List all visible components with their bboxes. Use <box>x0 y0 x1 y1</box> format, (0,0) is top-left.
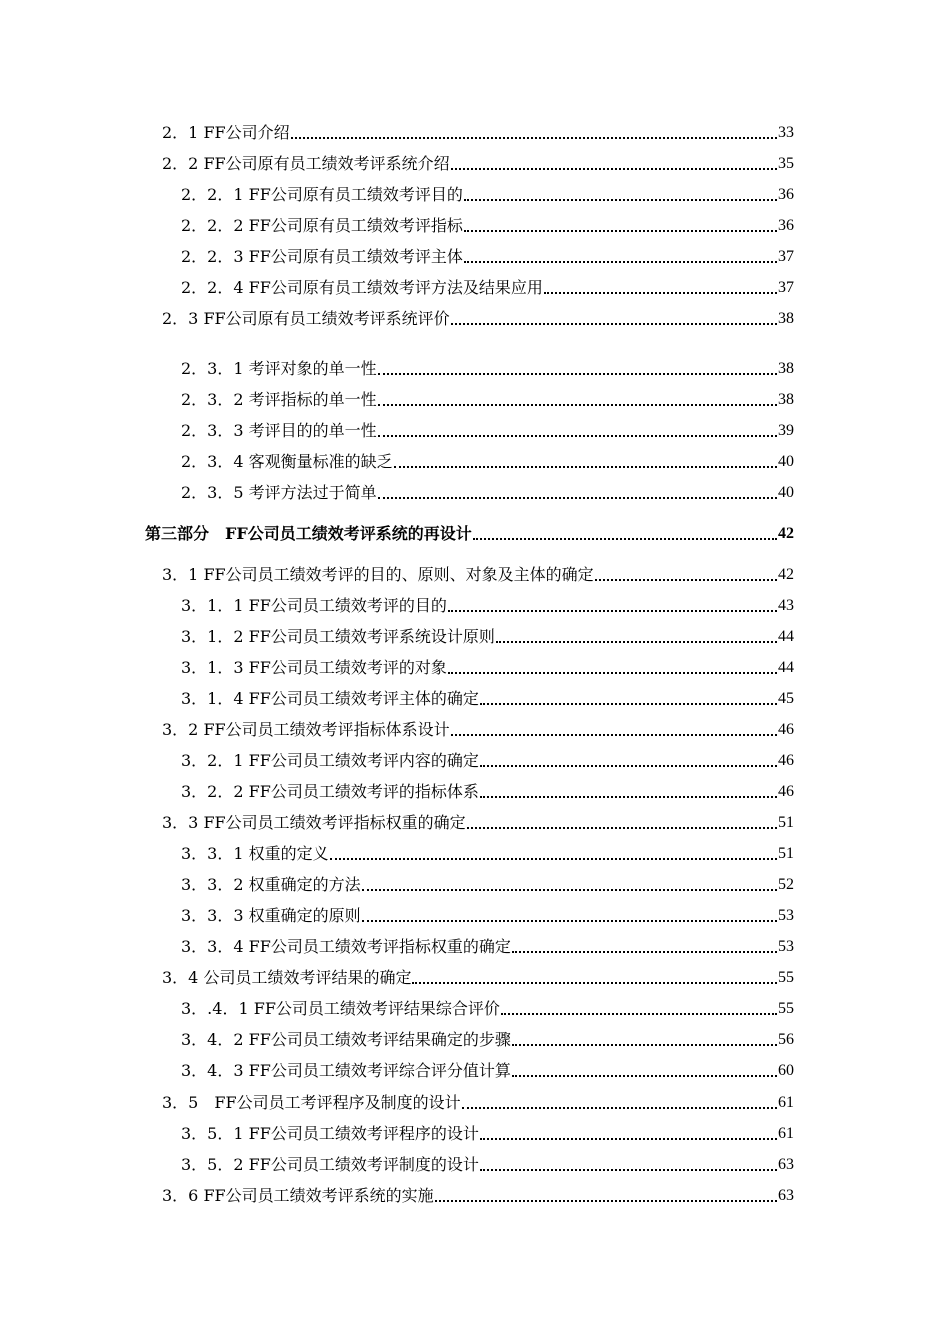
toc-entry-page: 53 <box>778 907 794 924</box>
toc-entry-page: 60 <box>778 1062 794 1079</box>
toc-entry-label: 3．4．2 FF公司员工绩效考评结果确定的步骤 <box>181 1030 511 1049</box>
dot-leader <box>462 1106 777 1109</box>
toc-entry[interactable] <box>162 122 794 144</box>
dot-leader <box>480 702 777 705</box>
dot-leader <box>473 537 777 540</box>
toc-entry[interactable] <box>181 1060 794 1082</box>
toc-entry-page: 33 <box>778 124 794 141</box>
dot-leader <box>595 578 777 581</box>
dot-leader <box>451 322 777 325</box>
toc-entry[interactable] <box>162 153 794 175</box>
toc-entry-page: 46 <box>778 721 794 738</box>
toc-entry-label: 2．3．5 考评方法过于简单 <box>181 483 377 502</box>
toc-entry-page: 39 <box>778 422 794 439</box>
toc-entry-label: 2．3．4 客观衡量标准的缺乏 <box>181 452 393 471</box>
dot-leader <box>394 465 777 468</box>
toc-entry[interactable] <box>162 967 794 989</box>
dot-leader <box>464 229 777 232</box>
toc-entry-label: 3．3．2 权重确定的方法 <box>181 875 361 894</box>
toc-entry-page: 55 <box>778 969 794 986</box>
toc-entry[interactable] <box>181 936 794 958</box>
dot-leader <box>464 198 777 201</box>
toc-entry-label: 3．1．4 FF公司员工绩效考评主体的确定 <box>181 689 479 708</box>
toc-entry[interactable] <box>181 626 794 648</box>
dot-leader <box>362 888 777 891</box>
toc-entry-page: 52 <box>778 876 794 893</box>
dot-leader <box>467 826 777 829</box>
toc-entry[interactable] <box>181 998 794 1020</box>
dot-leader <box>378 434 777 437</box>
dot-leader <box>512 1043 777 1046</box>
toc-entry[interactable] <box>181 215 794 237</box>
dot-leader <box>362 919 777 922</box>
toc-entry-label: 3．3．4 FF公司员工绩效考评指标权重的确定 <box>181 937 511 956</box>
toc-entry-page: 63 <box>778 1187 794 1204</box>
dot-leader <box>448 609 777 612</box>
toc-entry-label: 2．2．4 FF公司原有员工绩效考评方法及结果应用 <box>181 278 543 297</box>
toc-entry-page: 43 <box>778 597 794 614</box>
dot-leader <box>480 1137 777 1140</box>
dot-leader <box>496 640 777 643</box>
toc-entry-page: 44 <box>778 628 794 645</box>
toc-entry-label: 3．4．3 FF公司员工绩效考评综合评分值计算 <box>181 1061 511 1080</box>
toc-entry-page: 53 <box>778 938 794 955</box>
toc-entry-page: 40 <box>778 453 794 470</box>
toc-part-heading[interactable] <box>145 523 794 545</box>
toc-entry-label: 3．5．2 FF公司员工绩效考评制度的设计 <box>181 1155 479 1174</box>
toc-entry[interactable] <box>181 358 794 380</box>
toc-entry-label: 3．1．1 FF公司员工绩效考评的目的 <box>181 596 447 615</box>
dot-leader <box>291 136 777 139</box>
toc-entry-page: 55 <box>778 1000 794 1017</box>
toc-entry[interactable] <box>181 451 794 473</box>
toc-entry-page: 46 <box>778 752 794 769</box>
dot-leader <box>412 981 777 984</box>
toc-entry-label: 3．5．1 FF公司员工绩效考评程序的设计 <box>181 1124 479 1143</box>
toc-entry-page: 63 <box>778 1156 794 1173</box>
toc-entry-label: 3．3．3 权重确定的原则 <box>181 906 361 925</box>
toc-entry-label: 3．1．2 FF公司员工绩效考评系统设计原则 <box>181 627 495 646</box>
toc-entry[interactable] <box>162 1092 794 1114</box>
toc-entry-label: 3．5 FF公司员工考评程序及制度的设计 <box>162 1093 461 1112</box>
toc-entry-page: 38 <box>778 391 794 408</box>
dot-leader <box>378 403 777 406</box>
toc-entry-label: 2．2．3 FF公司原有员工绩效考评主体 <box>181 247 463 266</box>
toc-entry[interactable] <box>162 1185 794 1207</box>
toc-entry[interactable] <box>181 657 794 679</box>
dot-leader <box>464 260 777 263</box>
toc-entry[interactable] <box>181 389 794 411</box>
toc-entry-label: 3．3 FF公司员工绩效考评指标权重的确定 <box>162 813 466 832</box>
toc-entry-page: 46 <box>778 783 794 800</box>
dot-leader <box>448 671 777 674</box>
dot-leader <box>480 795 777 798</box>
toc-entry[interactable] <box>181 1154 794 1176</box>
toc-entry-label: 3．2．1 FF公司员工绩效考评内容的确定 <box>181 751 479 770</box>
toc-entry-page: 61 <box>778 1094 794 1111</box>
toc-entry-label: 3．6 FF公司员工绩效考评系统的实施 <box>162 1186 434 1205</box>
toc-entry-page: 44 <box>778 659 794 676</box>
toc-entry[interactable] <box>181 843 794 865</box>
toc-entry-label: 2．3．3 考评目的的单一性 <box>181 421 377 440</box>
toc-entry-label: 3．.4．1 FF公司员工绩效考评结果综合评价 <box>181 999 500 1018</box>
toc-entry-page: 38 <box>778 360 794 377</box>
toc-entry-page: 36 <box>778 186 794 203</box>
dot-leader <box>451 167 777 170</box>
toc-entry-page: 42 <box>778 525 794 542</box>
toc-entry-page: 38 <box>778 310 794 327</box>
toc-entry-page: 37 <box>778 248 794 265</box>
toc-entry-page: 61 <box>778 1125 794 1142</box>
toc-entry[interactable] <box>162 812 794 834</box>
dot-leader <box>480 1168 777 1171</box>
toc-entry-label: 2．2．2 FF公司原有员工绩效考评指标 <box>181 216 463 235</box>
toc-entry-page: 35 <box>778 155 794 172</box>
dot-leader <box>480 764 777 767</box>
toc-entry-label: 2．3．1 考评对象的单一性 <box>181 359 377 378</box>
toc-entry[interactable] <box>181 482 794 504</box>
dot-leader <box>512 1074 777 1077</box>
dot-leader <box>378 372 777 375</box>
toc-entry-label: 3．4 公司员工绩效考评结果的确定 <box>162 968 412 987</box>
toc-entry-page: 40 <box>778 484 794 501</box>
toc-entry[interactable] <box>181 874 794 896</box>
dot-leader <box>435 1199 777 1202</box>
toc-entry-page: 51 <box>778 845 794 862</box>
toc-entry-page: 51 <box>778 814 794 831</box>
toc-entry[interactable] <box>181 781 794 803</box>
toc-entry-label: 2．2．1 FF公司原有员工绩效考评目的 <box>181 185 463 204</box>
toc-entry[interactable] <box>162 308 794 330</box>
toc-entry-page: 36 <box>778 217 794 234</box>
toc-entry-label: 2．3．2 考评指标的单一性 <box>181 390 377 409</box>
toc-entry[interactable] <box>181 595 794 617</box>
toc-entry-label: 3．2．2 FF公司员工绩效考评的指标体系 <box>181 782 479 801</box>
toc-entry-label: 第三部分 FF公司员工绩效考评系统的再设计 <box>145 524 472 543</box>
toc-entry-label: 3．2 FF公司员工绩效考评指标体系设计 <box>162 720 450 739</box>
toc-entry[interactable] <box>181 1029 794 1051</box>
dot-leader <box>378 496 777 499</box>
toc-entry[interactable] <box>181 277 794 299</box>
dot-leader <box>501 1012 777 1015</box>
toc-entry-label: 3．1 FF公司员工绩效考评的目的、原则、对象及主体的确定 <box>162 565 594 584</box>
dot-leader <box>544 291 777 294</box>
toc-entry[interactable] <box>181 905 794 927</box>
toc-entry-page: 45 <box>778 690 794 707</box>
toc-entry-page: 37 <box>778 279 794 296</box>
dot-leader <box>330 857 777 860</box>
toc-entry-label: 3．3．1 权重的定义 <box>181 844 329 863</box>
toc-entry[interactable] <box>181 420 794 442</box>
toc-entry[interactable] <box>181 750 794 772</box>
toc-entry-label: 2．2 FF公司原有员工绩效考评系统介绍 <box>162 154 450 173</box>
toc-entry-page: 42 <box>778 566 794 583</box>
toc-entry[interactable] <box>181 1123 794 1145</box>
toc-entry[interactable] <box>181 246 794 268</box>
toc-entry-label: 2．3 FF公司原有员工绩效考评系统评价 <box>162 309 450 328</box>
toc-entry[interactable] <box>181 184 794 206</box>
toc-entry[interactable] <box>181 688 794 710</box>
dot-leader <box>512 950 777 953</box>
toc-entry[interactable] <box>162 719 794 741</box>
toc-entry-label: 3．1．3 FF公司员工绩效考评的对象 <box>181 658 447 677</box>
toc-entry[interactable] <box>162 564 794 586</box>
toc-entry-page: 56 <box>778 1031 794 1048</box>
dot-leader <box>451 733 777 736</box>
toc-entry-label: 2．1 FF公司介绍 <box>162 123 290 142</box>
